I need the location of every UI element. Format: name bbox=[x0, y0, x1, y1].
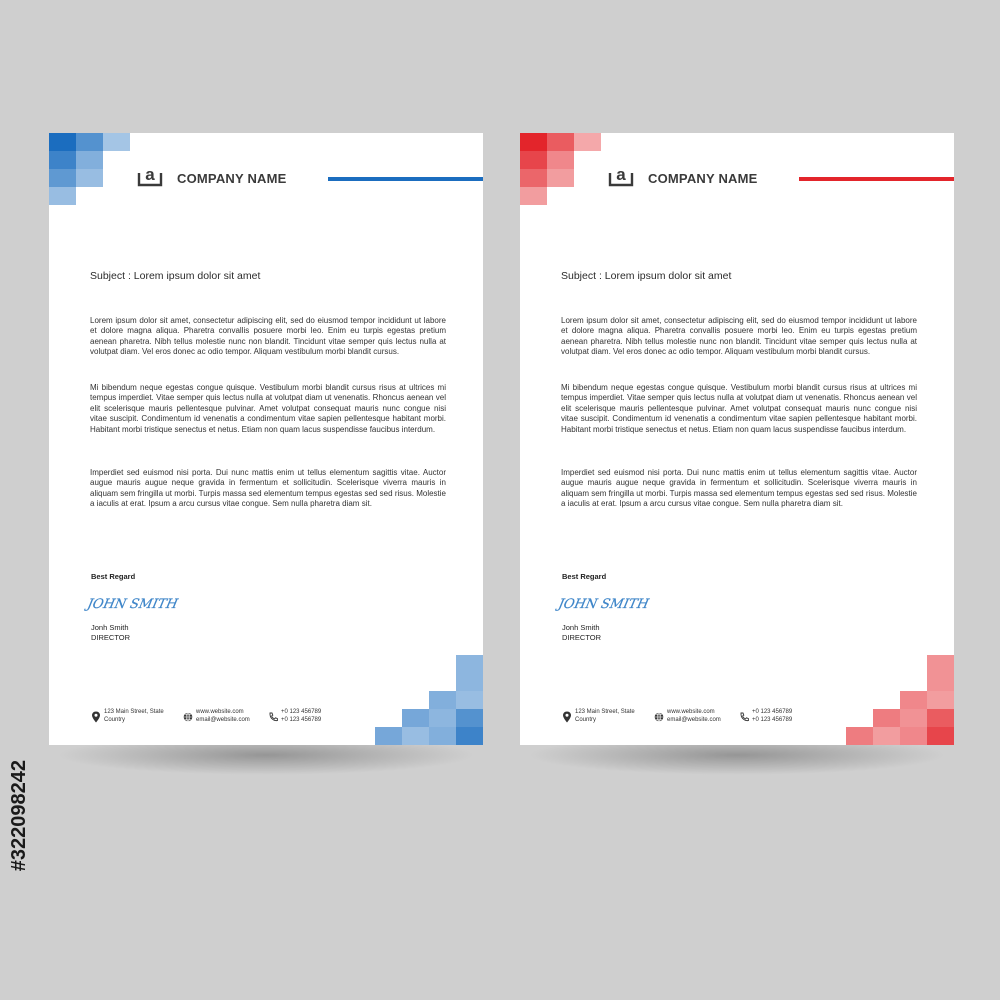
corner-square bbox=[456, 691, 483, 709]
signer-title: DIRECTOR bbox=[562, 633, 602, 642]
corner-square bbox=[520, 187, 547, 205]
corner-square bbox=[846, 727, 873, 745]
corner-square bbox=[76, 151, 103, 169]
corner-square bbox=[429, 709, 456, 727]
corner-square bbox=[456, 655, 483, 673]
corner-square bbox=[402, 709, 429, 727]
body-paragraph: Lorem ipsum dolor sit amet, consectetur adipiscing elit, sed do eiusmod tempor incididunt ut labore et dolore magna aliqua. Pharetra convallis posuere morbi leo. Enim eu turpis egestas pretium aenean pharetra. Nibh tellus molestie nunc non blandit. Tincidunt vitae semper quis lectus nulla at volutpat diam. Vel eros donec ac odio tempor. Aliquam vestibulum morbi blandit cursus. bbox=[561, 316, 917, 357]
signature-text: JOHN SMITH bbox=[556, 597, 651, 612]
corner-square bbox=[547, 151, 574, 169]
corner-square bbox=[520, 151, 547, 169]
corner-square bbox=[520, 133, 547, 151]
letterhead-red bbox=[520, 133, 954, 745]
corner-square bbox=[49, 151, 76, 169]
corner-square bbox=[456, 673, 483, 691]
website: www.website.com bbox=[667, 709, 715, 715]
letterhead-blue bbox=[49, 133, 483, 745]
svg-text:a: a bbox=[616, 165, 626, 184]
corner-square bbox=[49, 187, 76, 205]
signer-name: Jonh Smith bbox=[91, 623, 129, 632]
corner-square bbox=[927, 673, 954, 691]
corner-square bbox=[429, 727, 456, 745]
corner-square bbox=[49, 133, 76, 151]
company-name: COMPANY NAME bbox=[648, 171, 758, 186]
contact-address bbox=[562, 709, 652, 729]
corner-square bbox=[76, 133, 103, 151]
corner-square bbox=[927, 709, 954, 727]
body-paragraph: Mi bibendum neque egestas congue quisque. Vestibulum morbi blandit cursus risus at ultrices mi tempus imperdiet. Vitae semper quis lectus nulla at volutpat diam ut venenatis. Rhoncus aenean vel elit scelerisque mauris pellentesque pulvinar. Amet volutpat consequat mauris nunc congue nisi vitae suscipit. Condimentum id venenatis a condimentum vitae sapien pellentesque habitant morbi. Habitant morbi tristique senectus et netus. Etiam non quam lacus suspendisse faucibus interdum. bbox=[561, 383, 917, 434]
location-pin-icon bbox=[91, 711, 101, 723]
email: email@website.com bbox=[196, 716, 250, 723]
header-rule bbox=[328, 177, 483, 181]
contact-phone bbox=[268, 709, 338, 729]
phone-number: +0 123 456789 bbox=[281, 709, 322, 715]
logo-a-icon bbox=[608, 163, 634, 189]
body-paragraph: Imperdiet sed euismod nisi porta. Dui nunc mattis enim ut tellus elementum sagittis vitae. Auctor augue mauris augue neque gravida in fermentum et sollicitudin. Scelerisque viverra mauris in aliquam sem fringilla ut morbi. Turpis massa sed elementum tempus egestas sed sed risus. Molestie a iaculis at erat. Ipsum a arcu cursus vitae congue. Sem nulla pharetra diam sit. bbox=[561, 468, 917, 509]
svg-text:a: a bbox=[145, 165, 155, 184]
body-paragraph: Imperdiet sed euismod nisi porta. Dui nunc mattis enim ut tellus elementum sagittis vitae. Auctor augue mauris augue neque gravida in fermentum et sollicitudin. Scelerisque viverra mauris in aliquam sem fringilla ut morbi. Turpis massa sed elementum tempus egestas sed sed risus. Molestie a iaculis at erat. Ipsum a arcu cursus vitae congue. Sem nulla pharetra diam sit. bbox=[90, 468, 446, 509]
corner-square bbox=[402, 727, 429, 745]
phone-number: +0 123 456789 bbox=[752, 709, 793, 715]
corner-square bbox=[456, 727, 483, 745]
company-name: COMPANY NAME bbox=[177, 171, 287, 186]
corner-square bbox=[76, 169, 103, 187]
globe-icon bbox=[654, 711, 664, 723]
logo-a-icon bbox=[137, 163, 163, 189]
phone-number: +0 123 456789 bbox=[281, 716, 322, 723]
signature bbox=[556, 588, 651, 618]
signature-text: JOHN SMITH bbox=[85, 597, 180, 612]
body-paragraph: Mi bibendum neque egestas congue quisque. Vestibulum morbi blandit cursus risus at ultrices mi tempus imperdiet. Vitae semper quis lectus nulla at volutpat diam ut venenatis. Rhoncus aenean vel elit scelerisque mauris pellentesque pulvinar. Amet volutpat consequat mauris nunc congue nisi vitae suscipit. Condimentum id venenatis a condimentum vitae sapien pellentesque habitant morbi. Habitant morbi tristique senectus et netus. Etiam non quam lacus suspendisse faucibus interdum. bbox=[90, 383, 446, 434]
signer-title: DIRECTOR bbox=[91, 633, 131, 642]
corner-square bbox=[429, 691, 456, 709]
contact-web bbox=[654, 709, 734, 729]
corner-square bbox=[574, 133, 601, 151]
corner-square bbox=[900, 691, 927, 709]
closing: Best Regard bbox=[562, 572, 607, 581]
phone-number: +0 123 456789 bbox=[752, 716, 793, 723]
corner-square bbox=[927, 727, 954, 745]
signer-name: Jonh Smith bbox=[562, 623, 600, 632]
corner-square bbox=[873, 709, 900, 727]
contact-phone bbox=[739, 709, 809, 729]
subject-line: Subject : Lorem ipsum dolor sit amet bbox=[561, 270, 732, 282]
corner-square bbox=[927, 655, 954, 673]
email: email@website.com bbox=[667, 716, 721, 723]
address-line: 123 Main Street, State bbox=[575, 709, 635, 715]
corner-square bbox=[520, 169, 547, 187]
header-rule bbox=[799, 177, 954, 181]
corner-square bbox=[900, 709, 927, 727]
phone-icon bbox=[739, 711, 749, 723]
contact-address bbox=[91, 709, 181, 729]
corner-square bbox=[547, 169, 574, 187]
corner-square bbox=[900, 727, 927, 745]
corner-square bbox=[547, 133, 574, 151]
contact-web bbox=[183, 709, 263, 729]
phone-icon bbox=[268, 711, 278, 723]
signature bbox=[85, 588, 180, 618]
address-line: 123 Main Street, State bbox=[104, 709, 164, 715]
address-line: Country bbox=[575, 716, 597, 723]
corner-square bbox=[49, 169, 76, 187]
website: www.website.com bbox=[196, 709, 244, 715]
corner-square bbox=[103, 133, 130, 151]
corner-square bbox=[456, 709, 483, 727]
corner-square bbox=[375, 727, 402, 745]
subject-line: Subject : Lorem ipsum dolor sit amet bbox=[90, 270, 261, 282]
address-line: Country bbox=[104, 716, 126, 723]
location-pin-icon bbox=[562, 711, 572, 723]
stock-id: #322098242 bbox=[8, 760, 30, 872]
closing: Best Regard bbox=[91, 572, 136, 581]
corner-square bbox=[873, 727, 900, 745]
globe-icon bbox=[183, 711, 193, 723]
body-paragraph: Lorem ipsum dolor sit amet, consectetur adipiscing elit, sed do eiusmod tempor incididunt ut labore et dolore magna aliqua. Pharetra convallis posuere morbi leo. Enim eu turpis egestas pretium aenean pharetra. Nibh tellus molestie nunc non blandit. Tincidunt vitae semper quis lectus nulla at volutpat diam. Vel eros donec ac odio tempor. Aliquam vestibulum morbi blandit cursus. bbox=[90, 316, 446, 357]
corner-square bbox=[927, 691, 954, 709]
